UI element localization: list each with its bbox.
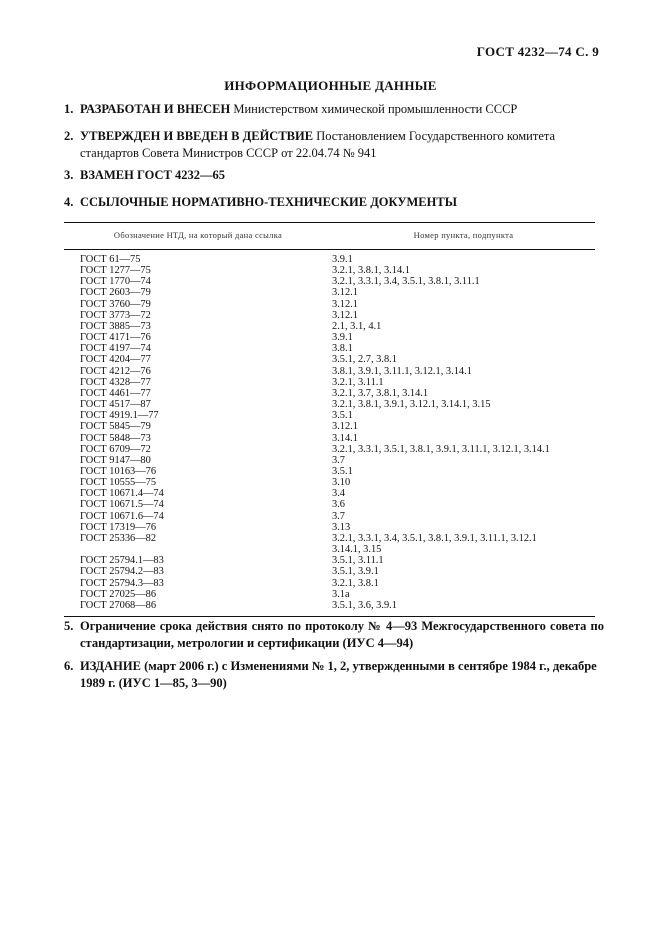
item-text: Постановлением Государственного комитета стандартов Совета Министров СССР от 22.04.74 № 941 [80, 129, 556, 160]
item-text: Ограничение срока действия снято по протоколу № 4—93 Межгосударственного совета по стандартизации, метрологии и сертификации (ИУС 4—94) [80, 619, 604, 650]
table-row [64, 433, 595, 444]
cell-document: ГОСТ 1770—74 [80, 276, 151, 288]
table-row [64, 466, 595, 477]
table-row [64, 332, 595, 343]
table-bottom-rule [64, 616, 595, 617]
table-row [64, 555, 595, 566]
item-text: Министерством химической промышленности СССР [230, 102, 518, 116]
cell-document: ГОСТ 25336—82 [80, 532, 157, 544]
cell-document: ГОСТ 25794.2—83 [80, 566, 164, 578]
table-row [64, 488, 595, 499]
cell-clauses: 3.9.1 [332, 332, 353, 344]
cell-document: ГОСТ 10671.4—74 [80, 488, 164, 500]
table-row [64, 265, 595, 276]
table-row [64, 455, 595, 466]
cell-document: ГОСТ 27068—86 [80, 599, 157, 611]
cell-clauses: 3.2.1, 3.8.1, 3.14.1 [332, 265, 410, 277]
cell-document: ГОСТ 27025—86 [80, 588, 157, 600]
cell-document: ГОСТ 4919.1—77 [80, 410, 159, 422]
item-number: 1. [64, 102, 74, 116]
cell-clauses: 3.5.1, 3.9.1 [332, 566, 379, 578]
table-row [64, 321, 595, 332]
cell-document: ГОСТ 4461—77 [80, 387, 151, 399]
cell-clauses: 3.5.1, 2.7, 3.8.1 [332, 354, 397, 366]
cell-clauses: 3.14.1 [332, 432, 358, 444]
cell-clauses: 3.2.1, 3.3.1, 3.4, 3.5.1, 3.8.1, 3.9.1, 3.11.1, 3.12.1 [332, 532, 537, 544]
cell-document: ГОСТ 4212—76 [80, 365, 151, 377]
table-row [64, 511, 595, 522]
table-row [64, 354, 595, 365]
column-header-clause: Номер пункта, подпункта [413, 230, 514, 241]
cell-clauses: 3.8.1, 3.9.1, 3.11.1, 3.12.1, 3.14.1 [332, 365, 472, 377]
item-number: 5. [64, 619, 74, 633]
cell-clauses: 3.7 [332, 510, 345, 522]
cell-document: ГОСТ 25794.3—83 [80, 577, 164, 589]
cell-document: ГОСТ 4517—87 [80, 399, 151, 411]
cell-clauses: 3.8.1 [332, 343, 353, 355]
table-row [64, 600, 595, 611]
cell-document: ГОСТ 3773—72 [80, 309, 151, 321]
cell-document: ГОСТ 5848—73 [80, 432, 151, 444]
cell-document: ГОСТ 6709—72 [80, 443, 151, 455]
item-text: ИЗДАНИЕ (март 2006 г.) с Изменениями № 1, 2, утвержденными в сентябре 1984 г., декабре 1989 г. (ИУС 1—85, 3—90) [80, 659, 597, 690]
cell-clauses: 3.2.1, 3.3.1, 3.5.1, 3.8.1, 3.9.1, 3.11.1, 3.12.1, 3.14.1 [332, 443, 550, 455]
cell-document: ГОСТ 4197—74 [80, 343, 151, 355]
cell-clauses: 3.12.1 [332, 287, 358, 299]
item-number: 6. [64, 659, 74, 673]
info-item-1 [64, 101, 604, 118]
cell-clauses: 2.1, 3.1, 4.1 [332, 320, 382, 332]
table-row [64, 533, 595, 544]
cell-document: ГОСТ 10555—75 [80, 477, 157, 489]
cell-document: ГОСТ 9147—80 [80, 454, 151, 466]
item-text: ВЗАМЕН ГОСТ 4232—65 [80, 168, 225, 182]
cell-clauses: 3.14.1, 3.15 [332, 544, 382, 556]
cell-clauses: 3.2.1, 3.3.1, 3.4, 3.5.1, 3.8.1, 3.11.1 [332, 276, 480, 288]
table-row [64, 276, 595, 287]
cell-document: ГОСТ 10671.6—74 [80, 510, 164, 522]
table-row [64, 399, 595, 410]
cell-clauses: 3.5.1 [332, 410, 353, 422]
cell-clauses: 3.7 [332, 454, 345, 466]
table-body [64, 250, 595, 616]
cell-clauses: 3.12.1 [332, 309, 358, 321]
table-row [64, 444, 595, 455]
page-header: ГОСТ 4232—74 С. 9 [476, 44, 599, 59]
cell-document: ГОСТ 4204—77 [80, 354, 151, 366]
table-header [64, 223, 595, 249]
cell-clauses: 3.6 [332, 499, 345, 511]
table-row [64, 522, 595, 533]
table-row [64, 499, 595, 510]
cell-document: ГОСТ 10671.5—74 [80, 499, 164, 511]
cell-document: ГОСТ 1277—75 [80, 265, 151, 277]
document-title: ИНФОРМАЦИОННЫЕ ДАННЫЕ [224, 78, 437, 93]
table-row [64, 377, 595, 388]
item-heading: УТВЕРЖДЕН И ВВЕДЕН В ДЕЙСТВИЕ [80, 129, 314, 143]
table-row [64, 410, 595, 421]
info-item-5 [64, 618, 604, 652]
cell-document: ГОСТ 10163—76 [80, 465, 157, 477]
table-row [64, 287, 595, 298]
cell-document: ГОСТ 3885—73 [80, 320, 151, 332]
cell-document: ГОСТ 25794.1—83 [80, 555, 164, 567]
references-table [64, 222, 595, 617]
cell-clauses: 3.5.1, 3.6, 3.9.1 [332, 599, 397, 611]
cell-clauses: 3.1а [332, 588, 350, 600]
table-row [64, 421, 595, 432]
table-row [64, 366, 595, 377]
table-row [64, 589, 595, 600]
cell-document: ГОСТ 17319—76 [80, 521, 157, 533]
table-row [64, 388, 595, 399]
table-row [64, 310, 595, 321]
table-row [64, 477, 595, 488]
cell-clauses: 3.5.1, 3.11.1 [332, 555, 384, 567]
table-row [64, 544, 595, 555]
item-number: 3. [64, 168, 74, 182]
info-item-6 [64, 658, 604, 692]
table-row [64, 254, 595, 265]
table-row [64, 566, 595, 577]
cell-clauses: 3.10 [332, 477, 351, 489]
cell-document: ГОСТ 2603—79 [80, 287, 151, 299]
cell-document: ГОСТ 5845—79 [80, 421, 151, 433]
info-item-4 [64, 194, 604, 211]
cell-clauses: 3.2.1, 3.7, 3.8.1, 3.14.1 [332, 387, 429, 399]
cell-clauses: 3.2.1, 3.8.1 [332, 577, 379, 589]
cell-clauses: 3.5.1 [332, 465, 353, 477]
item-number: 4. [64, 195, 74, 209]
item-text: ССЫЛОЧНЫЕ НОРМАТИВНО-ТЕХНИЧЕСКИЕ ДОКУМЕНТЫ [80, 195, 457, 209]
item-number: 2. [64, 129, 74, 143]
cell-clauses: 3.4 [332, 488, 345, 500]
cell-document: ГОСТ 3760—79 [80, 298, 151, 310]
info-item-3 [64, 167, 604, 184]
item-heading: РАЗРАБОТАН И ВНЕСЕН [80, 102, 231, 116]
info-item-2 [64, 128, 604, 162]
cell-clauses: 3.12.1 [332, 421, 358, 433]
cell-document: ГОСТ 61—75 [80, 254, 141, 265]
cell-document [64, 544, 332, 555]
column-header-document: Обозначение НТД, на который дана ссылка [113, 230, 283, 241]
cell-clauses: 3.2.1, 3.8.1, 3.9.1, 3.12.1, 3.14.1, 3.15 [332, 399, 491, 411]
table-row [64, 578, 595, 589]
cell-clauses: 3.13 [332, 521, 351, 533]
table-row [64, 343, 595, 354]
cell-document: ГОСТ 4328—77 [80, 376, 151, 388]
cell-clauses: 3.2.1, 3.11.1 [332, 376, 384, 388]
cell-document: ГОСТ 4171—76 [80, 332, 151, 344]
table-row [64, 299, 595, 310]
cell-clauses: 3.9.1 [332, 254, 353, 265]
cell-clauses: 3.12.1 [332, 298, 358, 310]
